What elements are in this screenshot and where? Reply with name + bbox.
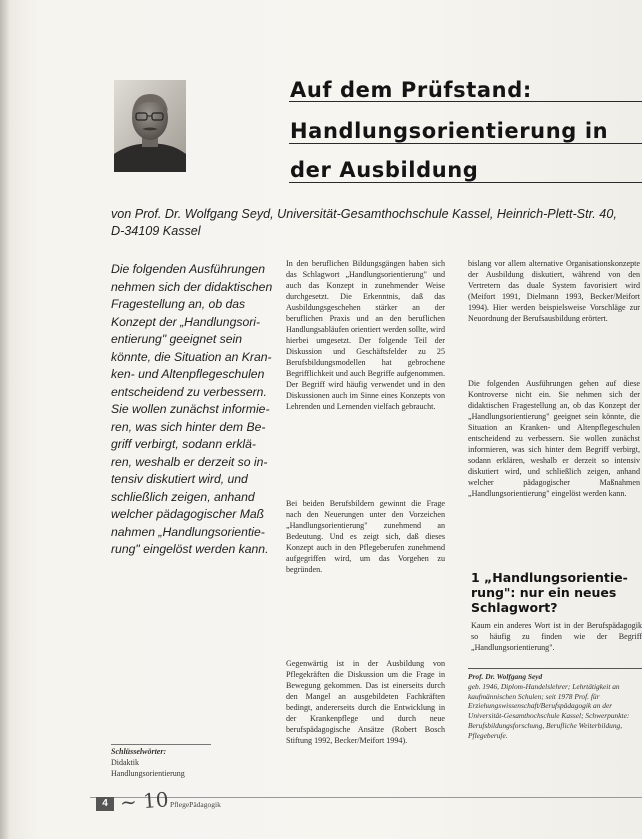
body-column-middle bbox=[286, 258, 445, 788]
title-line-3: der Ausbildung bbox=[290, 158, 479, 182]
title-rule-bottom bbox=[289, 182, 642, 183]
page-number: 4 bbox=[96, 797, 114, 811]
intro-line: Sie wollen zunächst informie- bbox=[111, 402, 270, 416]
body-paragraph: Die folgenden Ausführungen gehen auf diese Kontroverse nicht ein. Sie nehmen sich der didaktischen Fragestellung an, ob das Konzept der „Handlungsorientierung" geeignet sein könnte, die Situation an Kranken- und Altenpflegeschulen entscheidend zu verbessern. Sie wollen zunächst informieren, was sich hinter dem Begriff verbirgt, sodann erklären, weshalb er derzeit so intensiv diskutiert wird, und schließlich zeigen, anhand welcher pädagogischer Maßnahmen „Handlungsorientierung" eingelöst werden kann. bbox=[468, 379, 640, 498]
journal-name: PflegePädagogik bbox=[170, 800, 221, 809]
section-heading-line: Schlagwort? bbox=[471, 600, 558, 615]
body-paragraph: In den beruflichen Bildungsgängen haben sich das Schlagwort „Handlungsorientierung" und auch das Konzept in zunehmender Weise durchgesetzt. Die Erkenntnis, daß das Ausbildungsgeschehen stärker an der beruflichen Praxis und an den beruflichen Handlungsabläufen orientiert werden sollte, wird hierbei umgesetzt. Der folgende Teil der Diskussion und Geschäftsfelder zu 25 Berufsbildungsmodellen hat gebrochene Begrifflichkeit und auch Begriffe aufgenommen. Der Begriff wird häufig verwendet und in den Diskussionen auch im Sinne eines Konzepts von Lehrenden und Lernenden vielfach gebraucht. bbox=[286, 259, 445, 411]
author-info-box bbox=[468, 668, 642, 741]
title-rule-middle bbox=[289, 143, 642, 144]
intro-line: Konzept der „Handlungsori- bbox=[111, 314, 261, 329]
body-paragraph: Kaum ein anderes Wort ist in der Berufspädagogik so häufig zu finden wie der Begriff „Handlungsorientierung". bbox=[471, 621, 642, 652]
intro-line: rung" eingelöst werden kann. bbox=[111, 542, 269, 556]
intro-line: welcher pädagogischer Maß bbox=[111, 507, 265, 521]
intro-line: entscheidend zu verbessern. bbox=[111, 384, 267, 399]
keywords-title: Schlüsselwörter: bbox=[111, 747, 167, 756]
section-heading-line: 1 „Handlungsorientie- bbox=[471, 570, 628, 585]
author-photo bbox=[114, 80, 186, 172]
keywords-box bbox=[111, 744, 211, 779]
title-line-2: Handlungsorientierung in bbox=[290, 119, 609, 143]
keyword-item: Handlungsorientierung bbox=[111, 769, 185, 778]
intro-line: nahmen „Handlungsorientie- bbox=[111, 524, 265, 539]
intro-line: ken- und Altenpflegeschulen bbox=[111, 367, 265, 381]
intro-line: ren, weshalb er derzeit so in- bbox=[111, 454, 268, 469]
keyword-item: Didaktik bbox=[111, 758, 139, 767]
intro-line: Fragestellung an, ob das bbox=[111, 297, 246, 311]
intro-line: tensiv diskutiert wird, und bbox=[111, 472, 248, 486]
author-bio: geb. 1946, Diplom-Handelslehrer; Lehrtätigkeit an kaufmännischen Schulen; seit 1978 Prof. für Erziehungswissenschaft/Berufspädagogik an der Universität-Gesamthochschule Kassel; Schwerpunkte: Berufsbildungsforschung, Berufliche Weiterbildung, Pflegeberufe. bbox=[468, 681, 630, 740]
binding-shadow bbox=[0, 0, 10, 839]
handwritten-note: ~ 10 bbox=[119, 787, 170, 815]
intro-line: ren, was sich hinter dem Be- bbox=[111, 419, 266, 434]
intro-line: Die folgenden Ausführungen bbox=[111, 262, 266, 276]
body-paragraph: Gegenwärtig ist in der Ausbildung von Pflegekräften die Diskussion um die Frage in Bewegung gekommen. Das ist einerseits durch den Mangel an ausgebildeten Fachkräften bedingt, andererseits durch die Entwicklung in der Krankenpflege und durch neue berufspädagogische Ansätze (Robert Bosch Stiftung 1992, Becker/Meifort 1994). bbox=[286, 659, 445, 745]
title-line-1: Auf dem Prüfstand: bbox=[290, 78, 532, 102]
author-byline: von Prof. Dr. Wolfgang Seyd, Universität-Gesamthochschule Kassel, Heinrich-Plett-Str. 40, D-34109 Kassel bbox=[111, 207, 617, 238]
body-paragraph: bislang vor allem alternative Organisationskonzepte der Ausbildung diskutiert, während von den Vertretern das duale System favorisiert wird (Meifort 1991, Dielmann 1993, Becker/Meifort 1994). Hier werden beispielsweise Vorschläge zur Neuordnung der Berufsausbildung erörtert. bbox=[468, 259, 640, 323]
intro-line: könnte, die Situation an Kran- bbox=[111, 349, 272, 364]
intro-line: nehmen sich der didaktischen bbox=[111, 279, 273, 294]
intro-line: schließlich zeigen, anhand bbox=[111, 489, 255, 504]
author-name: Prof. Dr. Wolfgang Seyd bbox=[468, 672, 543, 681]
body-paragraph: Bei beiden Berufsbildern gewinnt die Frage nach den Neuerungen unter den Vorzeichen „Handlungsorientierung" zunehmend an Bedeutung. Und es zeigt sich, daß dieses Konzept auch in den Pflegeberufen zunehmend aufgegriffen wird, um das Vorgehen zu begründen. bbox=[286, 499, 445, 574]
body-column-right bbox=[468, 258, 640, 553]
section-heading-line: rung": nur ein neues bbox=[471, 585, 617, 600]
intro-line: entierung" geeignet sein bbox=[111, 332, 243, 346]
intro-abstract bbox=[111, 261, 277, 559]
intro-line: griff verbirgt, sodann erklä- bbox=[111, 437, 256, 451]
section-heading bbox=[471, 570, 642, 615]
section-body bbox=[471, 620, 642, 666]
